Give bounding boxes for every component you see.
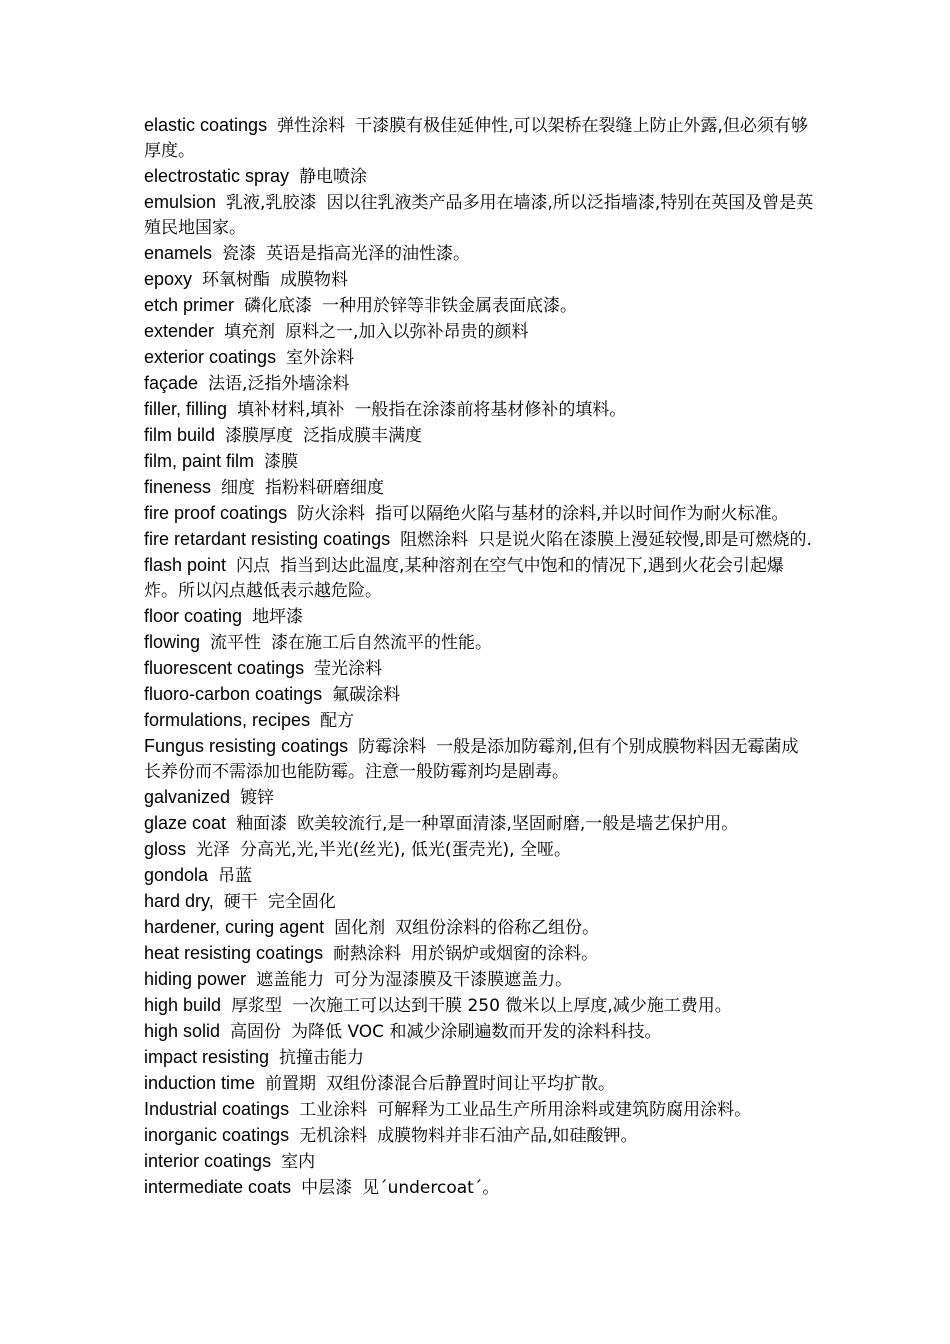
entry-term: film, paint film bbox=[144, 451, 255, 471]
entry-term: fire retardant resisting coatings bbox=[144, 529, 391, 549]
entry-description: 一般是添加防霉剂,但有个别成膜物料因无霉菌成长养份而不需添加也能防霉。注意一般防霉剂均是剧毒。 bbox=[144, 737, 799, 782]
entry-description: 指可以隔绝火陷与基材的涂料,并以时间作为耐火标准。 bbox=[375, 504, 789, 524]
entry-chinese-term: 抗撞击能力 bbox=[279, 1048, 365, 1068]
entry-chinese-term: 工业涂料 bbox=[299, 1100, 368, 1120]
entry-description: 用於锅炉或烟窗的涂料。 bbox=[411, 944, 599, 964]
entry-chinese-term: 无机涂料 bbox=[299, 1126, 368, 1146]
glossary-entry bbox=[144, 1175, 814, 1201]
entry-description: 完全固化 bbox=[267, 892, 336, 912]
glossary-entry bbox=[144, 293, 814, 319]
entry-chinese-term: 填充剂 bbox=[224, 322, 276, 342]
entry-term: gondola bbox=[144, 865, 209, 885]
glossary-entry bbox=[144, 501, 814, 527]
entry-term: hard dry, bbox=[144, 891, 214, 911]
glossary-entry bbox=[144, 423, 814, 449]
entry-chinese-term: 闪点 bbox=[236, 556, 271, 576]
entry-term: flash point bbox=[144, 555, 227, 575]
entry-description: 成膜物料 bbox=[280, 270, 349, 290]
glossary-entry bbox=[144, 734, 814, 785]
glossary-entry bbox=[144, 811, 814, 837]
entry-chinese-term: 细度 bbox=[221, 478, 256, 498]
entry-term: fluorescent coatings bbox=[144, 658, 305, 678]
entry-chinese-term: 法语,泛指外墙涂料 bbox=[208, 374, 350, 394]
entry-chinese-term: 中层漆 bbox=[301, 1178, 353, 1198]
glossary-entry bbox=[144, 319, 814, 345]
entry-description: 原料之一,加入以弥补昂贵的颜料 bbox=[285, 322, 529, 342]
entry-chinese-term: 耐熱涂料 bbox=[333, 944, 402, 964]
entry-chinese-term: 室外涂料 bbox=[286, 348, 355, 368]
glossary-entry bbox=[144, 1123, 814, 1149]
entry-term: façade bbox=[144, 373, 199, 393]
entry-description: 一般指在涂漆前将基材修补的填料。 bbox=[354, 400, 627, 420]
entry-description: 漆在施工后自然流平的性能。 bbox=[271, 633, 493, 653]
entry-term: glaze coat bbox=[144, 813, 227, 833]
entry-chinese-term: 釉面漆 bbox=[236, 814, 288, 834]
entry-term: elastic coatings bbox=[144, 115, 268, 135]
glossary-entry bbox=[144, 1071, 814, 1097]
entry-chinese-term: 静电喷涂 bbox=[299, 167, 368, 187]
entry-chinese-term: 阻燃涂料 bbox=[400, 530, 469, 550]
entry-term: hardener, curing agent bbox=[144, 917, 325, 937]
entry-chinese-term: 室内 bbox=[281, 1152, 316, 1172]
entry-term: flowing bbox=[144, 632, 201, 652]
entry-term: impact resisting bbox=[144, 1047, 270, 1067]
glossary-entry bbox=[144, 993, 814, 1019]
entry-chinese-term: 磷化底漆 bbox=[244, 296, 313, 316]
entry-term: intermediate coats bbox=[144, 1177, 292, 1197]
entry-description: 双组份涂料的俗称乙组份。 bbox=[395, 918, 600, 938]
glossary-entry bbox=[144, 553, 814, 604]
entry-chinese-term: 硬干 bbox=[223, 892, 258, 912]
entry-chinese-term: 瓷漆 bbox=[222, 244, 257, 264]
entry-chinese-term: 流平性 bbox=[210, 633, 262, 653]
entry-term: Industrial coatings bbox=[144, 1099, 290, 1119]
glossary-entry bbox=[144, 656, 814, 682]
entry-chinese-term: 莹光涂料 bbox=[314, 659, 383, 679]
entry-chinese-term: 厚浆型 bbox=[231, 996, 283, 1016]
entry-chinese-term: 镀锌 bbox=[240, 788, 275, 808]
entry-description: 分高光,光,半光(丝光), 低光(蛋壳光), 全哑。 bbox=[240, 840, 571, 860]
entry-chinese-term: 地坪漆 bbox=[252, 607, 304, 627]
entry-term: inorganic coatings bbox=[144, 1125, 290, 1145]
entry-chinese-term: 漆膜 bbox=[264, 452, 299, 472]
entry-term: exterior coatings bbox=[144, 347, 277, 367]
entry-term: hiding power bbox=[144, 969, 247, 989]
entry-term: gloss bbox=[144, 839, 187, 859]
entry-term: electrostatic spray bbox=[144, 166, 290, 186]
glossary-entry bbox=[144, 863, 814, 889]
glossary-entry bbox=[144, 1149, 814, 1175]
entry-chinese-term: 氟碳涂料 bbox=[332, 685, 401, 705]
glossary-entry bbox=[144, 837, 814, 863]
entry-description: 可分为湿漆膜及干漆膜遮盖力。 bbox=[334, 970, 573, 990]
glossary-entry bbox=[144, 397, 814, 423]
entry-chinese-term: 环氧树酯 bbox=[202, 270, 271, 290]
entry-description: 欧美较流行,是一种罩面清漆,坚固耐磨,一般是墙艺保护用。 bbox=[297, 814, 739, 834]
glossary-entry bbox=[144, 915, 814, 941]
entry-description: 只是说火陷在漆膜上漫延较慢,即是可燃烧的. bbox=[478, 530, 812, 550]
entry-description: 一种用於锌等非铁金属表面底漆。 bbox=[322, 296, 578, 316]
glossary-entry bbox=[144, 785, 814, 811]
entry-chinese-term: 防霉涂料 bbox=[358, 737, 427, 757]
glossary-entry bbox=[144, 371, 814, 397]
entry-chinese-term: 遮盖能力 bbox=[256, 970, 325, 990]
entry-term: interior coatings bbox=[144, 1151, 272, 1171]
glossary-entry bbox=[144, 967, 814, 993]
entry-description: 见´undercoat´。 bbox=[362, 1178, 500, 1198]
entry-chinese-term: 吊蓝 bbox=[218, 866, 253, 886]
entry-description: 指当到达此温度,某种溶剂在空气中饱和的情况下,遇到火花会引起爆炸。所以闪点越低表示越危险。 bbox=[144, 556, 784, 601]
entry-term: fire proof coatings bbox=[144, 503, 288, 523]
entry-term: floor coating bbox=[144, 606, 243, 626]
entry-term: induction time bbox=[144, 1073, 256, 1093]
glossary-entry bbox=[144, 708, 814, 734]
glossary-entry bbox=[144, 682, 814, 708]
glossary-entry bbox=[144, 241, 814, 267]
entry-description: 成膜物料并非石油产品,如硅酸钾。 bbox=[377, 1126, 638, 1146]
entry-chinese-term: 填补材料,填补 bbox=[237, 400, 345, 420]
glossary-entry bbox=[144, 190, 814, 241]
entry-term: galvanized bbox=[144, 787, 231, 807]
glossary-entry bbox=[144, 113, 814, 164]
glossary-entry bbox=[144, 345, 814, 371]
entry-term: high build bbox=[144, 995, 222, 1015]
glossary-entry bbox=[144, 449, 814, 475]
glossary-entry bbox=[144, 164, 814, 190]
glossary-entry bbox=[144, 1019, 814, 1045]
entry-term: Fungus resisting coatings bbox=[144, 736, 349, 756]
entry-term: epoxy bbox=[144, 269, 193, 289]
entry-chinese-term: 漆膜厚度 bbox=[225, 426, 294, 446]
entry-chinese-term: 固化剂 bbox=[334, 918, 386, 938]
entry-description: 因以往乳液类产品多用在墙漆,所以泛指墙漆,特别在英国及曾是英殖民地国家。 bbox=[144, 193, 814, 238]
entry-chinese-term: 防火涂料 bbox=[297, 504, 366, 524]
entry-chinese-term: 前置期 bbox=[265, 1074, 317, 1094]
entry-term: heat resisting coatings bbox=[144, 943, 324, 963]
entry-term: film build bbox=[144, 425, 216, 445]
entry-term: enamels bbox=[144, 243, 213, 263]
glossary-entry bbox=[144, 475, 814, 501]
entry-description: 为降低 VOC 和减少涂刷遍数而开发的涂料科技。 bbox=[291, 1022, 662, 1042]
entry-description: 干漆膜有极佳延伸性,可以架桥在裂缝上防止外露,但必须有够厚度。 bbox=[144, 116, 808, 161]
glossary-entry bbox=[144, 630, 814, 656]
entry-chinese-term: 光泽 bbox=[196, 840, 231, 860]
glossary-entry bbox=[144, 1045, 814, 1071]
entry-chinese-term: 乳液,乳胶漆 bbox=[226, 193, 317, 213]
entry-term: filler, filling bbox=[144, 399, 228, 419]
entry-chinese-term: 弹性涂料 bbox=[277, 116, 346, 136]
entry-description: 可解释为工业品生产所用涂料或建筑防腐用涂料。 bbox=[377, 1100, 752, 1120]
entry-description: 指粉料研磨细度 bbox=[265, 478, 385, 498]
entry-term: fineness bbox=[144, 477, 212, 497]
glossary-entry bbox=[144, 889, 814, 915]
entry-term: extender bbox=[144, 321, 215, 341]
entry-description: 双组份漆混合后静置时间让平均扩散。 bbox=[326, 1074, 616, 1094]
entry-chinese-term: 配方 bbox=[320, 711, 355, 731]
glossary-entry bbox=[144, 604, 814, 630]
entry-term: etch primer bbox=[144, 295, 235, 315]
glossary-page bbox=[144, 113, 814, 1201]
glossary-entry bbox=[144, 1097, 814, 1123]
entry-term: emulsion bbox=[144, 192, 217, 212]
glossary-entry bbox=[144, 941, 814, 967]
entry-term: formulations, recipes bbox=[144, 710, 311, 730]
entry-chinese-term: 高固份 bbox=[230, 1022, 282, 1042]
entry-description: 泛指成膜丰满度 bbox=[303, 426, 423, 446]
entry-description: 英语是指高光泽的油性漆。 bbox=[266, 244, 471, 264]
entry-term: high solid bbox=[144, 1021, 221, 1041]
entry-term: fluoro-carbon coatings bbox=[144, 684, 323, 704]
glossary-entry bbox=[144, 527, 814, 553]
entry-description: 一次施工可以达到干膜 250 微米以上厚度,减少施工费用。 bbox=[292, 996, 732, 1016]
glossary-entry bbox=[144, 267, 814, 293]
